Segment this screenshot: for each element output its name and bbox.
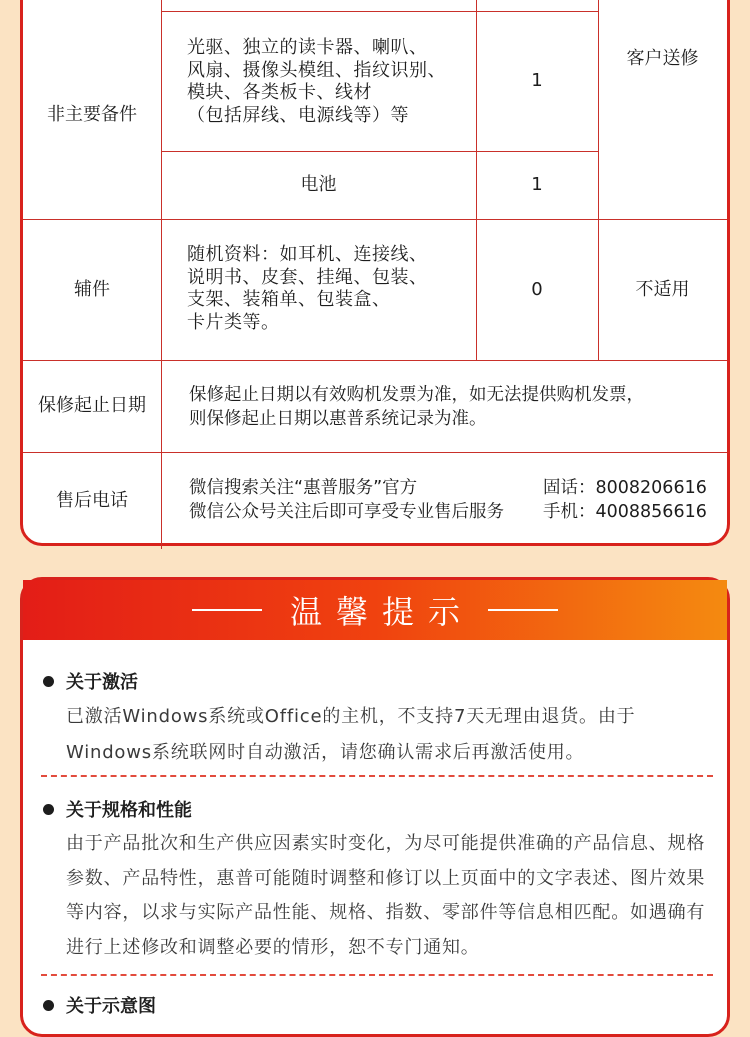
tip-specs xyxy=(43,796,715,965)
header-dash-left xyxy=(192,609,262,611)
tip-illustration xyxy=(43,992,715,1018)
wechat-service-description: 微信搜索关注“惠普服务”官方 微信公众号关注后即可享受专业售后服务 xyxy=(189,478,504,522)
non-main-parts-period: 1 xyxy=(531,70,543,91)
non-main-parts-description: 光驱、独立的读卡器、喇叭、 风扇、摄像头模组、指纹识别、 模块、各类板卡、线材 （包括屏线、电源线等）等 xyxy=(187,37,446,126)
category-warranty-dates: 保修起止日期 xyxy=(38,395,146,416)
bullet-icon xyxy=(43,676,54,687)
category-accessories: 辅件 xyxy=(74,278,110,300)
dashed-divider xyxy=(41,775,713,777)
bullet-icon xyxy=(43,804,54,815)
landline-phone: 固话：8008206616 xyxy=(543,478,707,498)
tip-heading: 关于规格和性能 xyxy=(66,800,192,821)
tip-activation xyxy=(43,668,715,771)
warranty-table xyxy=(20,0,730,546)
tip-heading: 关于示意图 xyxy=(66,996,156,1017)
battery-label: 电池 xyxy=(300,174,337,195)
accessories-service: 不适用 xyxy=(635,278,690,300)
tips-card xyxy=(20,577,730,1037)
tip-body: 已激活Windows系统或Office的主机，不支持7天无理由退货。由于Windows系统联网时自动激活，请您确认需求后再激活使用。 xyxy=(66,706,636,763)
category-non-main-parts: 非主要备件 xyxy=(47,104,137,125)
tips-title: 温馨提示 xyxy=(289,593,474,631)
warranty-dates-description: 保修起止日期以有效购机发票为准，如无法提供购机发票， 则保修起止日期以惠普系统记录为准。 xyxy=(189,385,644,429)
tips-header xyxy=(23,580,727,640)
mobile-phone: 手机：4008856616 xyxy=(543,502,707,522)
category-service-phone: 售后电话 xyxy=(56,489,128,511)
header-dash-right xyxy=(488,609,558,611)
accessories-period: 0 xyxy=(531,278,543,300)
column-divider xyxy=(161,0,162,549)
battery-period: 1 xyxy=(531,174,543,195)
dashed-divider xyxy=(41,974,713,976)
bullet-icon xyxy=(43,1000,54,1011)
tip-body: 由于产品批次和生产供应因素实时变化，为尽可能提供准确的产品信息、规格参数、产品特性，惠普可能随时调整和修订以上页面中的文字表述、图片效果等内容，以求与实际产品性能、规格、指数、零部件等信息相匹配。如遇确有进行上述修改和调整必要的情形，恕不专门通知。 xyxy=(66,833,706,958)
service-type-customer-send: 客户送修 xyxy=(626,48,699,69)
tip-heading: 关于激活 xyxy=(66,672,138,693)
accessories-description: 随机资料：如耳机、连接线、 说明书、皮套、挂绳、包装、 支架、装箱单、包装盒、 卡片类等。 xyxy=(187,244,428,333)
